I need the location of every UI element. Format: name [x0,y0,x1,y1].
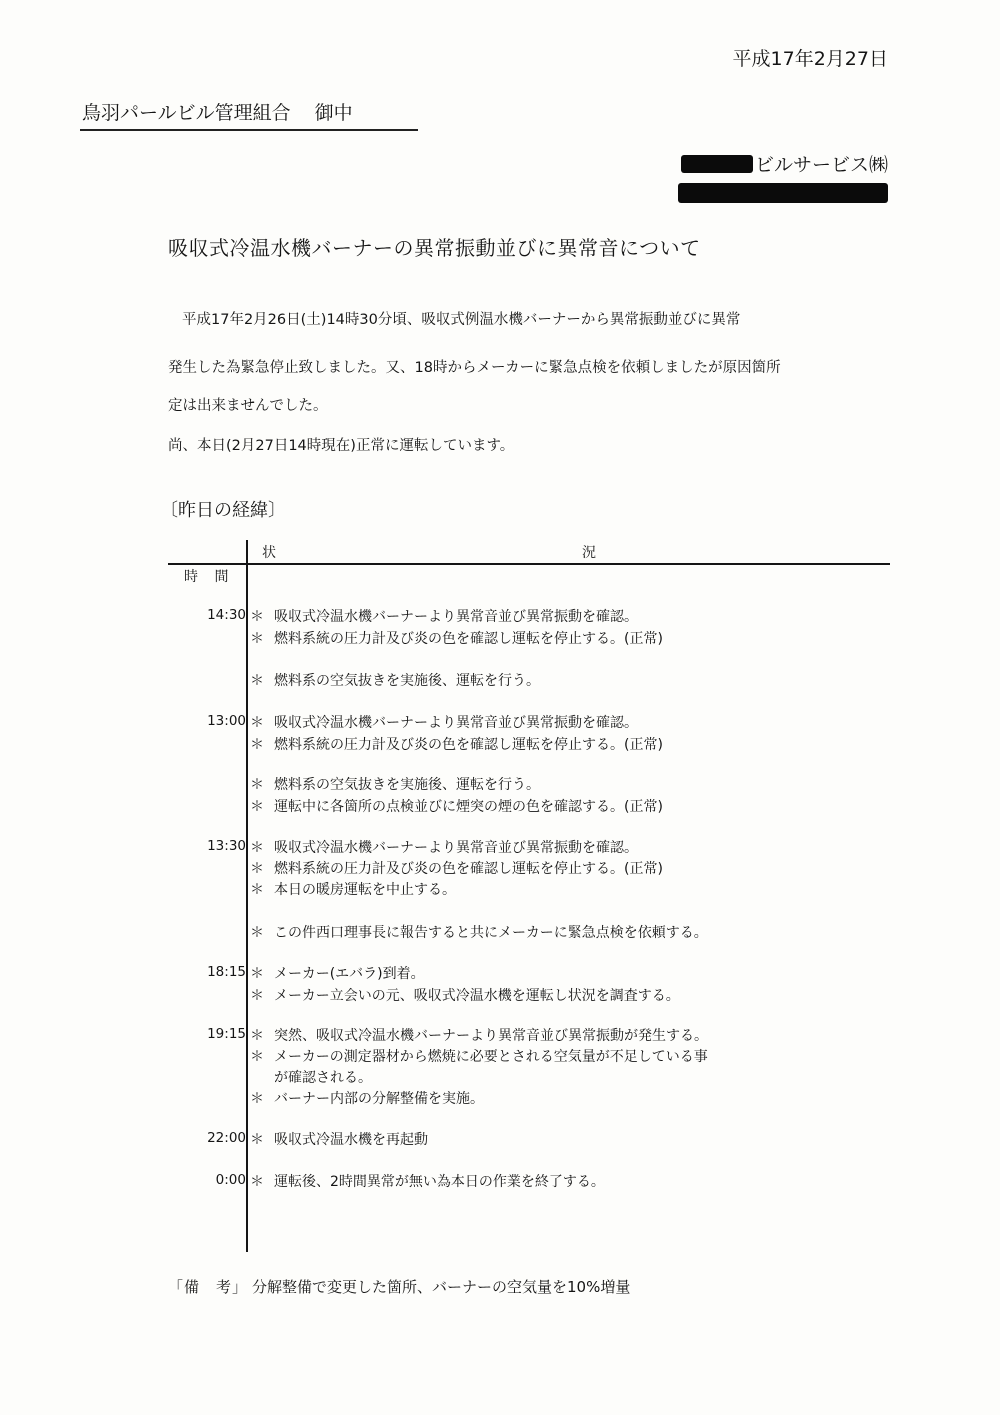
sender-name: ビルサービス㈱ [754,154,888,176]
sender-line [678,150,888,177]
timeline-entry: ＊ 吸収式冷温水機バーナーより異常音並び異常振動を確認。 [250,609,638,625]
timeline-entry: ＊ この件西口理事長に報告すると共にメーカーに緊急点検を依頼する。 [250,925,708,941]
timeline-time: 13:00 [207,713,246,729]
timeline-entry: ＊ 本日の暖房運転を中止する。 [250,882,456,898]
body-line: 発生した為緊急停止致しました。又、18時からメーカーに緊急点検を依頼しましたが原因箇所 [168,360,781,376]
timeline-entry: ＊ メーカーの測定器材から燃焼に必要とされる空気量が不足している事 [250,1049,708,1065]
table-header-status: 況 [582,545,596,561]
recipient-name: 鳥羽パールビル管理組合 [82,102,291,124]
recipient-honorific: 御中 [314,102,353,124]
body-line: 平成17年2月26日(土)14時30分頃、吸収式例温水機バーナーから異常振動並びに異常 [182,312,741,328]
remarks-line [168,1276,630,1297]
body-line: 定は出来ませんでした。 [168,398,328,414]
timeline-entry: ＊ 燃料系統の圧力計及び炎の色を確認し運転を停止する。(正常) [250,861,663,877]
timeline-time: 14:30 [207,607,246,623]
timeline-entry: が確認される。 [274,1070,372,1086]
timeline-entry: ＊ 運転後、2時間異常が無い為本日の作業を終了する。 [250,1174,605,1190]
timeline-entry: ＊ 燃料系の空気抜きを実施後、運転を行う。 [250,777,540,793]
timeline-entry: ＊ バーナー内部の分解整備を実施。 [250,1091,484,1107]
section-title: 〔昨日の経緯〕 [160,500,286,521]
timeline-entry: ＊ 吸収式冷温水機を再起動 [250,1132,428,1148]
timeline-time: 0:00 [215,1172,246,1188]
sender-block [678,150,888,203]
timeline-entry: ＊ 吸収式冷温水機バーナーより異常音並び異常振動を確認。 [250,840,638,856]
timeline-time: 13:30 [207,838,246,854]
redaction-mark [681,155,753,173]
timeline-entry: ＊ メーカー立会いの元、吸収式冷温水機を運転し状況を調査する。 [250,988,680,1004]
timeline-entry: ＊ 燃料系統の圧力計及び炎の色を確認し運転を停止する。(正常) [250,631,663,647]
timeline-time: 19:15 [207,1026,246,1042]
remarks-text: 分解整備で変更した箇所、バーナーの空気量を10%増量 [252,1278,631,1296]
body-line: 尚、本日(2月27日14時現在)正常に運転しています。 [168,438,515,454]
timeline-entry: ＊ 運転中に各箇所の点検並びに煙突の煙の色を確認する。(正常) [250,799,663,815]
timeline-entry: ＊ 燃料系統の圧力計及び炎の色を確認し運転を停止する。(正常) [250,737,663,753]
table-header-status: 状 [262,545,276,561]
remarks-label: 「備 考」 [168,1278,249,1296]
timeline-time: 22:00 [207,1130,246,1146]
timeline-time: 18:15 [207,964,246,980]
timeline-entry: ＊ 突然、吸収式冷温水機バーナーより異常音並び異常振動が発生する。 [250,1028,708,1044]
table-header-time: 時 間 [184,569,235,585]
table-header-rule [168,563,890,565]
document-subject: 吸収式冷温水機バーナーの異常振動並びに異常音について [168,236,701,260]
timeline-entry: ＊ メーカー(エバラ)到着。 [250,966,425,982]
recipient-line [80,98,418,131]
document-date: 平成17年2月27日 [732,48,888,70]
timeline-rule [246,540,248,1252]
timeline-entry: ＊ 燃料系の空気抜きを実施後、運転を行う。 [250,673,540,689]
timeline-entry: ＊ 吸収式冷温水機バーナーより異常音並び異常振動を確認。 [250,715,638,731]
redaction-mark [678,183,888,203]
